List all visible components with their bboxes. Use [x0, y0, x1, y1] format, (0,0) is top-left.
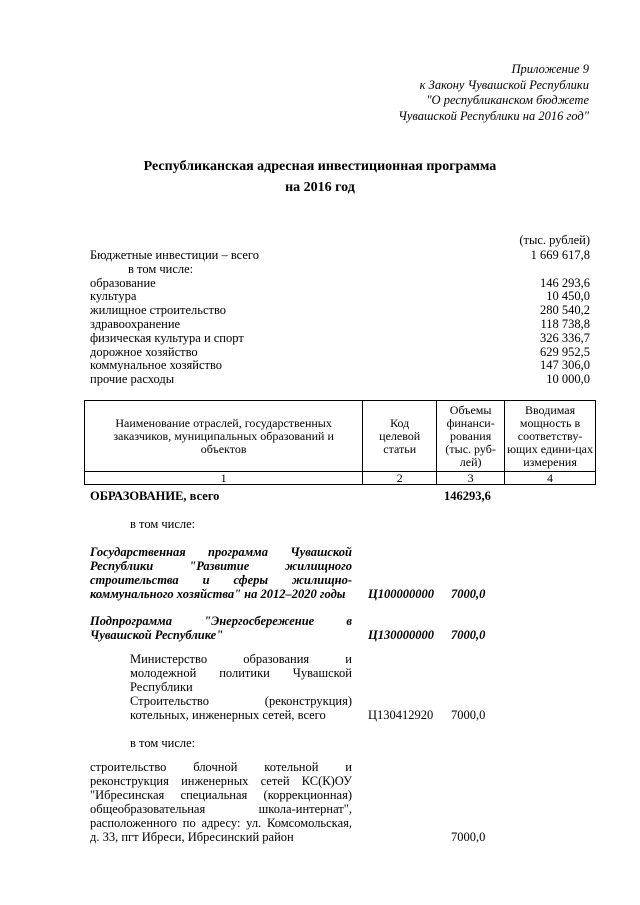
- appendix-line-3: "О республиканском бюджете: [426, 93, 589, 107]
- program-code: Ц100000000: [368, 587, 434, 601]
- summary-row: [90, 318, 590, 332]
- summary-item-value: 147 306,0: [540, 358, 590, 373]
- subprogram-code: Ц130000000: [368, 628, 434, 642]
- construction-value: 7000,0: [451, 708, 486, 722]
- title-line-2: на 2016 год: [285, 180, 355, 195]
- summary-item-value: 10 000,0: [546, 372, 590, 387]
- object-text: строительство блочной котельной и реконструкция инженерных сетей КС(К)ОУ "Ибресинская специальная (коррекционная) общеобразовательная школа-интернат", расположенного по адресу: ул. Комсомольская, д. 33, пгт Ибреси, Ибресинский район: [90, 760, 352, 844]
- title-line-1: Республиканская адресная инвестиционная программа: [143, 159, 497, 174]
- summary-item-value: 326 336,7: [540, 330, 590, 345]
- header-code: [363, 401, 437, 472]
- program-value: 7000,0: [451, 587, 486, 601]
- column-number-row: [85, 472, 596, 485]
- summary-including-row: [90, 263, 590, 277]
- summary-item-label: прочие расходы: [90, 372, 175, 387]
- summary-total-row: [90, 249, 590, 263]
- summary-total-label: Бюджетные инвестиции – всего: [90, 248, 259, 262]
- appendix-line-1: Приложение 9: [511, 62, 589, 76]
- summary-table: [90, 249, 590, 387]
- header-row: [85, 401, 596, 472]
- summary-item-value: 629 952,5: [540, 344, 590, 359]
- header-name-text: Наименование отраслей, государственных заказчиков, муниципальных образований и объектов: [113, 415, 334, 456]
- summary-row: [90, 290, 590, 304]
- appendix-line-4: Чувашской Республики на 2016 год": [398, 108, 589, 123]
- edu-total-value: 146293,6: [444, 489, 491, 503]
- column-number: 2: [363, 472, 437, 485]
- ministry-text: Министерство образования и молодежной политики Чувашской Республики: [130, 652, 352, 694]
- summary-row: [90, 373, 590, 387]
- page-title: [0, 156, 640, 198]
- summary-row: [90, 359, 590, 373]
- appendix-line-2: к Закону Чувашской Республики: [419, 77, 589, 92]
- summary-total-value: 1 669 617,8: [530, 248, 590, 262]
- summary-item-label: коммунальное хозяйство: [90, 358, 223, 373]
- program-text: Государственная программа Чувашской Республики "Развитие жилищного строительства и сферы жилищно-коммунального хозяйства" на 2012–2020 годы: [90, 545, 352, 601]
- summary-item-label: дорожное хозяйство: [90, 344, 198, 359]
- column-number: 4: [505, 472, 596, 485]
- summary-including-label: в том числе:: [128, 261, 194, 276]
- edu-total-label: ОБРАЗОВАНИЕ, всего: [90, 489, 220, 503]
- header-name: [85, 401, 363, 472]
- summary-row: [90, 304, 590, 318]
- summary-item-value: 280 540,2: [540, 303, 590, 318]
- summary-item-label: здравоохранение: [90, 316, 181, 331]
- header-amount-text: Объемы финанси-рования (тыс. руб-лей): [445, 402, 496, 469]
- summary-item-label: физическая культура и спорт: [90, 330, 244, 345]
- summary-item-label: образование: [90, 275, 156, 290]
- investment-table-header: [84, 400, 596, 485]
- summary-item-value: 146 293,6: [540, 275, 590, 290]
- summary-row: [90, 346, 590, 360]
- header-capacity: [505, 401, 596, 472]
- units-label: (тыс. рублей): [519, 233, 590, 247]
- header-amount: [437, 401, 505, 472]
- construction-text: Строительство (реконструкция) котельных, инженерных сетей, всего: [130, 694, 352, 722]
- summary-row: [90, 332, 590, 346]
- summary-item-value: 10 450,0: [546, 289, 590, 304]
- summary-item-label: жилищное строительство: [90, 303, 227, 318]
- object-value: 7000,0: [451, 830, 486, 844]
- subprogram-text: Подпрограмма "Энергосбережение в Чувашской Республике": [90, 614, 352, 642]
- header-capacity-text: Вводимая мощность в соответству-ющих едини-цах измерения: [507, 402, 594, 469]
- construction-code: Ц130412920: [368, 708, 434, 722]
- subprogram-value: 7000,0: [451, 628, 486, 642]
- including-label-1: в том числе:: [130, 517, 196, 531]
- summary-item-label: культура: [90, 289, 137, 304]
- header-code-text: Код целевой статьи: [379, 415, 421, 456]
- summary-item-value: 118 738,8: [540, 316, 590, 331]
- summary-row: [90, 277, 590, 291]
- appendix-block: [289, 62, 589, 124]
- column-number: 1: [85, 472, 363, 485]
- column-number: 3: [437, 472, 505, 485]
- including-label-2: в том числе:: [130, 736, 196, 750]
